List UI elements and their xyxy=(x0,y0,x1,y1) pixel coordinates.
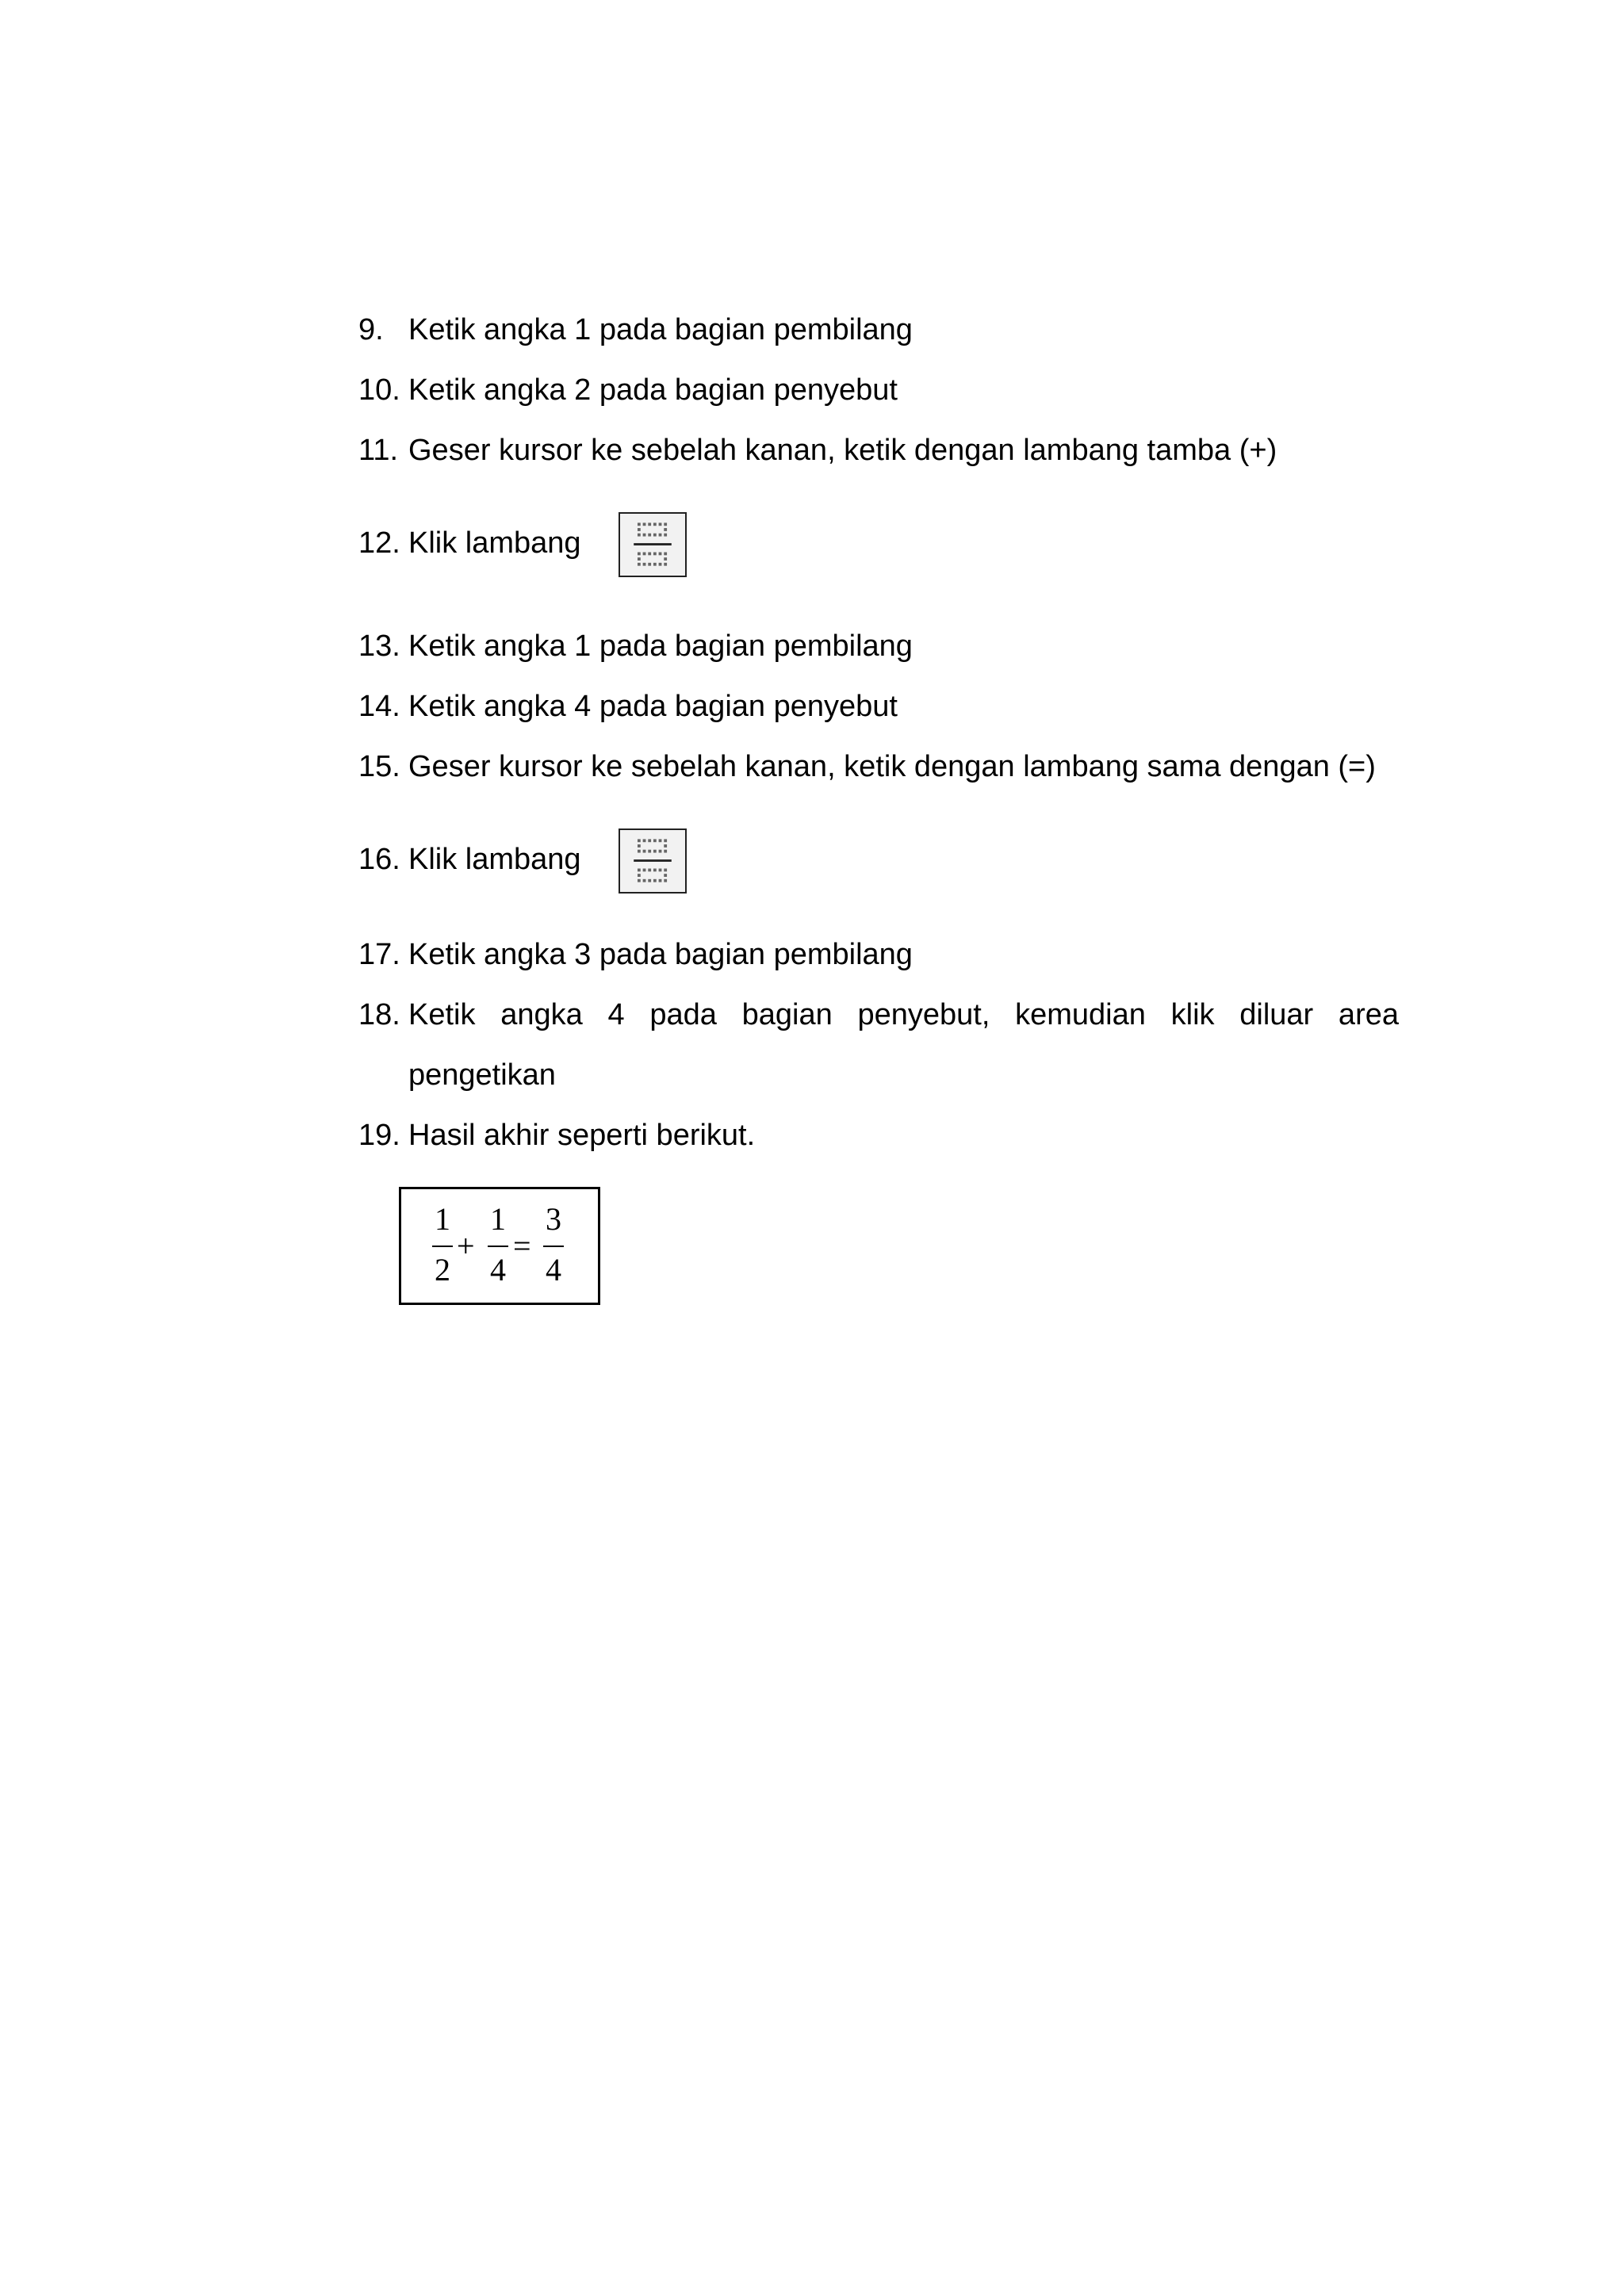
step-number: 18. xyxy=(358,998,400,1031)
step-text: Geser kursor ke sebelah kanan, ketik dengan lambang tamba (+) xyxy=(408,434,1277,467)
step-text: Ketik angka 3 pada bagian pembilang xyxy=(408,938,913,971)
fraction-template-icon xyxy=(619,512,687,577)
step-number: 12. xyxy=(358,526,400,560)
fraction-bar xyxy=(543,1246,564,1247)
denominator: 4 xyxy=(546,1252,561,1288)
fraction-bar xyxy=(488,1246,508,1247)
equals-sign: = xyxy=(513,1228,531,1264)
numerator: 1 xyxy=(435,1201,450,1237)
step-text-continuation: pengetikan xyxy=(408,1058,556,1092)
step-text: Ketik angka 1 pada bagian pembilang xyxy=(408,629,913,663)
step-number: 11. xyxy=(358,434,399,467)
fraction-bar xyxy=(432,1246,453,1247)
fraction-template-icon xyxy=(619,828,687,894)
denominator: 4 xyxy=(490,1252,506,1288)
step-text: Ketik angka 2 pada bagian penyebut xyxy=(408,373,898,407)
step-number: 17. xyxy=(358,938,400,971)
step-number: 14. xyxy=(358,690,400,723)
step-text: Ketik angka 4 pada bagian penyebut, kemudian klik diluar area xyxy=(408,998,1399,1031)
numerator: 1 xyxy=(490,1201,506,1237)
step-text: Klik lambang xyxy=(408,526,581,560)
step-text: Klik lambang xyxy=(408,843,581,876)
step-number: 16. xyxy=(358,843,400,876)
result-equation-box xyxy=(399,1187,600,1305)
step-number: 10. xyxy=(358,373,400,407)
plus-sign: + xyxy=(457,1228,475,1264)
step-number: 19. xyxy=(358,1119,400,1152)
numerator: 3 xyxy=(546,1201,561,1237)
denominator: 2 xyxy=(435,1252,450,1288)
step-number: 13. xyxy=(358,629,400,663)
step-text: Ketik angka 1 pada bagian pembilang xyxy=(408,313,913,346)
step-text: Ketik angka 4 pada bagian penyebut xyxy=(408,690,898,723)
step-number: 15. xyxy=(358,750,400,783)
step-text: Geser kursor ke sebelah kanan, ketik dengan lambang sama dengan (=) xyxy=(408,750,1376,783)
step-number: 9. xyxy=(358,313,384,346)
step-text: Hasil akhir seperti berikut. xyxy=(408,1119,756,1152)
